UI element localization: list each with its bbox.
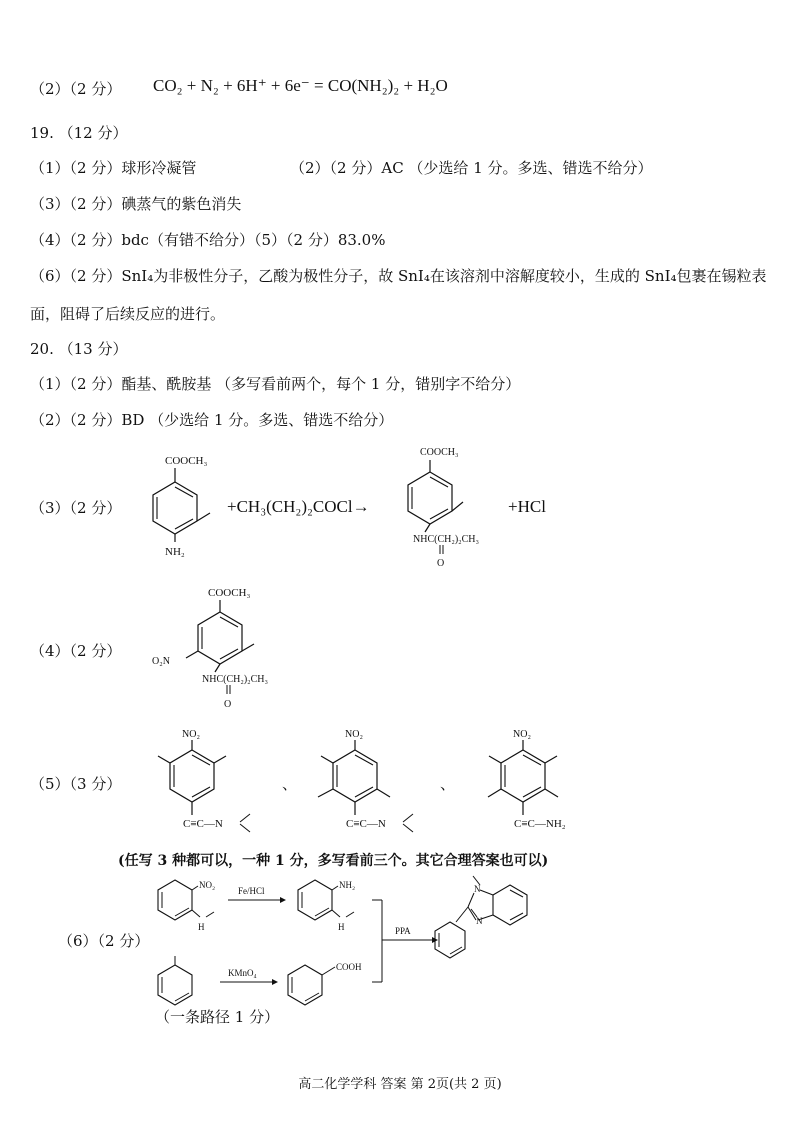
alkyne-nme2-label: C≡C—N <box>183 818 223 830</box>
alkyne-nme2-label: C≡C—N <box>346 818 386 830</box>
q20-part6-label: （6）（2 分） <box>58 932 150 950</box>
q20-part4-label: （4）（2 分） <box>30 642 122 660</box>
q20-part3-label: （3）（2 分） <box>30 499 122 517</box>
cooch3-label: COOCH₃ <box>420 447 459 458</box>
synthesis-route-scheme <box>140 870 550 1020</box>
carbonyl-o-label: O <box>224 699 232 710</box>
alkyne-nh2-label: C≡C—NH₂ <box>514 818 566 830</box>
kmno4-label: KMnO₄ <box>228 968 257 978</box>
n3-label: N <box>476 916 483 926</box>
nh2-label: NH₂ <box>165 546 185 558</box>
q18-equation <box>153 76 448 96</box>
reagent-butanoyl-chloride: +CH₃(CH₂)₂COCl→ <box>227 497 370 516</box>
ppa-label: PPA <box>395 926 411 936</box>
q18-part2-label: （2）（2 分） <box>30 80 122 98</box>
page-footer: 高二化学学科 答案 第 2页(共 2 页) <box>298 1077 502 1092</box>
amide-label: NHC(CH₂)₂CH₃ <box>202 674 269 685</box>
isomer-2-structure <box>300 722 430 842</box>
fe-hcl-label: Fe/HCl <box>238 886 265 896</box>
amide-label: NHC(CH₂)₂CH₃ <box>413 534 480 545</box>
nh-h-label: H <box>198 922 205 932</box>
q19-part1: （1）（2 分）球形冷凝管 <box>30 159 197 177</box>
no2-label: NO₂ <box>182 729 200 740</box>
isomer-1-structure <box>150 722 270 842</box>
q20-part6-note: （一条路径 1 分） <box>155 1008 280 1026</box>
q19-title: 19. （12 分） <box>30 124 128 142</box>
isomer-3-structure <box>478 722 608 842</box>
q20-part5-label: （5）（3 分） <box>30 775 122 793</box>
q20-title: 20. （13 分） <box>30 340 128 358</box>
cooh-label: COOH <box>336 962 362 972</box>
nh2-label: NH₂ <box>339 880 356 890</box>
no2-label: NO₂ <box>199 880 216 890</box>
nh-h-label: H <box>338 922 345 932</box>
o2n-label: O₂N <box>152 656 170 667</box>
reactant-aminobenzoate-structure <box>140 450 240 565</box>
byproduct-hcl: +HCl <box>508 497 546 516</box>
q19-part2: （2）（2 分）AC （少选给 1 分。多选、错选不给分） <box>290 159 653 177</box>
q19-part4-5: （4）（2 分）bdc（有错不给分）（5）（2 分）83.0% <box>30 231 386 249</box>
separator: 、 <box>440 775 456 793</box>
q20-part2: （2）（2 分）BD （少选给 1 分。多选、错选不给分） <box>30 411 394 429</box>
q20-part1: （1）（2 分）酯基、酰胺基 （多写看前两个，每个 1 分，错别字不给分） <box>30 375 521 393</box>
cooch3-label: COOCH₃ <box>165 455 208 467</box>
equation-equals: = <box>314 76 324 95</box>
n1-label: N <box>474 884 481 894</box>
q20-part5-note: (任写 3 种都可以，一种 1 分，多写看前三个。其它合理答案也可以) <box>118 853 549 869</box>
carbonyl-o-label: O <box>437 558 445 569</box>
product-amide-structure <box>395 440 515 575</box>
cooch3-label: COOCH₃ <box>208 587 251 599</box>
separator: 、 <box>282 775 298 793</box>
no2-label: NO₂ <box>513 729 531 740</box>
equation-rhs: CO(NH₂)₂ + H₂O <box>327 76 448 95</box>
equation-lhs: CO₂ + N₂ + 6H⁺ + 6e⁻ <box>153 76 310 95</box>
no2-label: NO₂ <box>345 729 363 740</box>
nitro-amide-structure <box>150 582 310 717</box>
q19-part6: （6）（2 分）SnI₄为非极性分子，乙酸为极性分子，故 SnI₄在该溶剂中溶解度较小，生成的 SnI₄包裹在锡粒表面，阻碍了后续反应的进行。 <box>30 267 767 323</box>
q19-part3: （3）（2 分）碘蒸气的紫色消失 <box>30 195 242 213</box>
